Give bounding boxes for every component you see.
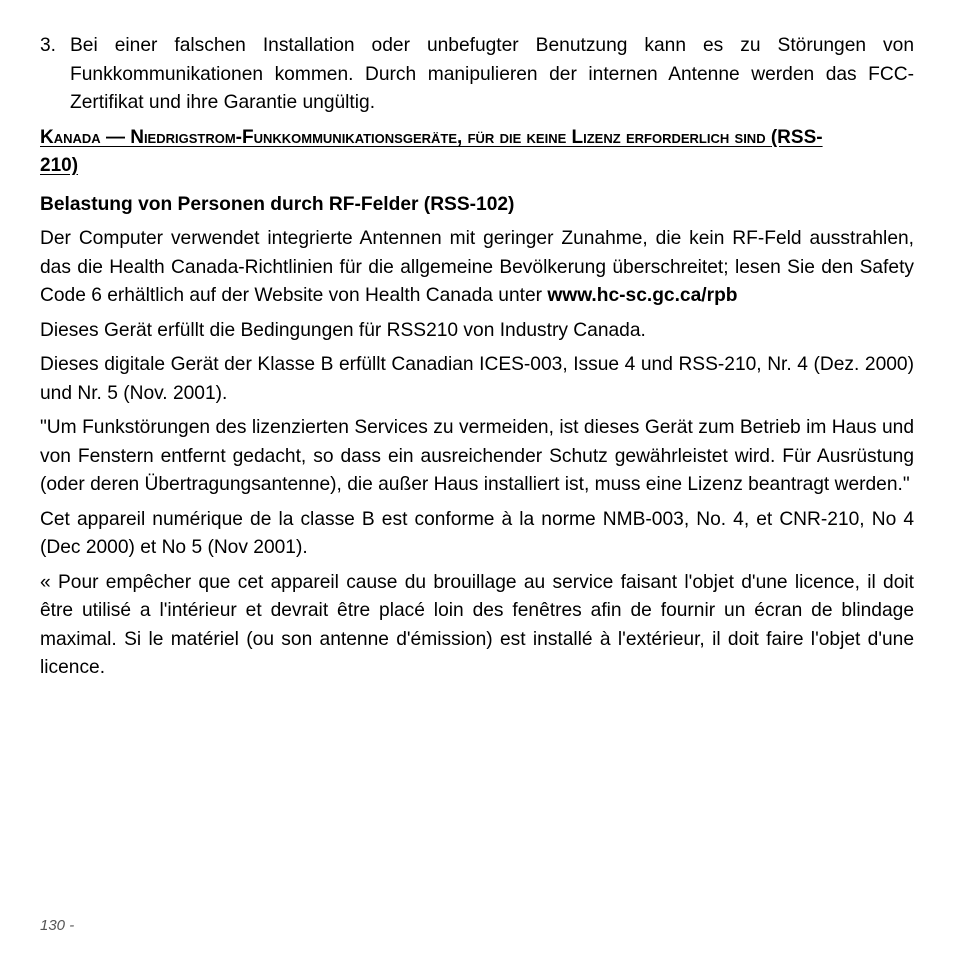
section-heading-code: (RSS-210) [40, 126, 823, 176]
paragraph-antenna [40, 225, 914, 311]
paragraph-interference-de: "Um Funkstörungen des lizenzierten Services zu vermeiden, ist dieses Gerät zum Betrieb im Haus und von Fenstern entfernt gedacht, so dass ein ausreichender Schutz gewährleistet wird. Für Ausrüstung (oder deren Übertragungsantenne), die außer Haus installiert ist, muss eine Lizenz beantragt werden." [40, 417, 914, 495]
paragraph-interference-fr: « Pour empêcher que cet appareil cause du brouillage au service faisant l'objet d'une licence, il doit être utilisé a l'intérieur et devrait être placé loin des fenêtres afin de fournir un écran de blindage maximal. Si le matériel (ou son antenne d'émission) est installé à l'extérieur, il doit faire l'objet d'une licence. [40, 571, 914, 678]
page-number: 130 - [40, 917, 75, 934]
list-item-text: Bei einer falschen Installation oder unbefugter Benutzung kann es zu Störungen von Funkkommunikationen kommen. Durch manipulieren der internen Antenne werden das FCC-Zertifikat und ihre Garantie ungültig. [70, 35, 914, 113]
list-item-3 [40, 32, 914, 118]
section-heading-block [40, 124, 826, 181]
document-page [40, 32, 914, 689]
paragraph-antenna-text: Der Computer verwendet integrierte Antennen mit geringer Zunahme, die kein RF-Feld ausstrahlen, das die Health Canada-Richtlinien für die allgemeine Bevölkerung überschreitet; lesen Sie den Safety Code 6 erhältlich auf der Website von Health Canada unter [40, 228, 914, 306]
health-canada-url: www.hc-sc.gc.ca/rpb [547, 285, 738, 306]
paragraph-ices003: Dieses digitale Gerät der Klasse B erfüllt Canadian ICES-003, Issue 4 und RSS-210, Nr. 4 (Dez. 2000) und Nr. 5 (Nov. 2001). [40, 354, 914, 404]
section-heading [40, 127, 823, 177]
section-heading-title: Kanada — Niedrigstrom-Funkkommunikationsgeräte, für die keine Lizenz erforderlich sind [40, 126, 771, 148]
list-item-number: 3. [40, 35, 57, 56]
paragraph-nmb003-fr: Cet appareil numérique de la classe B est conforme à la norme NMB-003, No. 4, et CNR-210, No 4 (Dec 2000) et No 5 (Nov 2001). [40, 508, 914, 558]
subheading-rf-exposure: Belastung von Personen durch RF-Felder (RSS-102) [40, 193, 515, 215]
paragraph-rss210: Dieses Gerät erfüllt die Bedingungen für RSS210 von Industry Canada. [40, 319, 646, 341]
